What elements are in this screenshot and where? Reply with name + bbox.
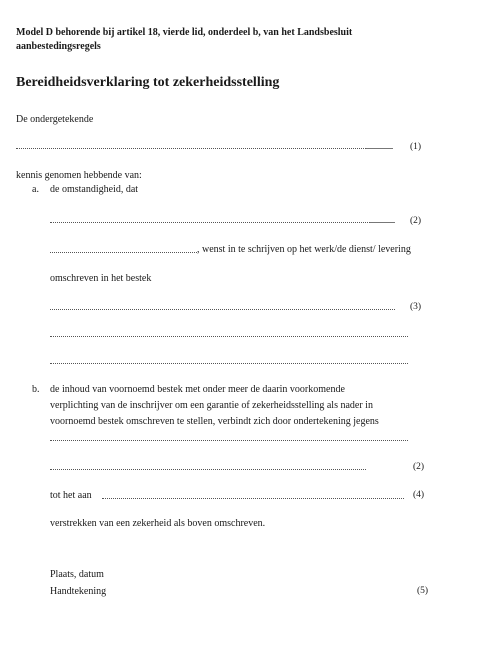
signature-label: Handtekening (50, 586, 107, 597)
fill-line-description-2[interactable] (50, 336, 408, 337)
fill-line-party[interactable] (50, 440, 408, 441)
document-title: Bereidheidsverklaring tot zekerheidsstelling (16, 75, 280, 90)
fill-line-circumstance[interactable] (50, 222, 370, 223)
fill-line-recipient[interactable] (102, 498, 404, 499)
model-reference-line1: Model D behorende bij artikel 18, vierde lid, onderdeel b, van het Landsbesluit (16, 27, 353, 38)
item-b-line1: de inhoud van voornoemd bestek met onder meer de daarin voorkomende (50, 384, 345, 395)
item-a-text: de omstandigheid, dat (50, 184, 139, 195)
fill-line-party-name[interactable] (50, 469, 366, 470)
reference-1: (1) (410, 142, 422, 152)
fill-line-description-3[interactable] (50, 363, 408, 364)
model-reference-line2: aanbestedingsregels (16, 41, 101, 52)
item-b-line2: verplichting van de inschrijver om een garantie of zekerheidsstelling als nader in (50, 400, 373, 411)
verstrekken-text: verstrekken van een zekerheid als boven omschreven. (50, 518, 266, 529)
item-b-marker: b. (32, 384, 40, 395)
reference-5: (5) (417, 586, 429, 596)
fill-line-undersigned-end (366, 148, 393, 149)
fill-line-circumstance-end (370, 222, 395, 223)
item-a-marker: a. (32, 184, 39, 195)
fill-line-undersigned[interactable] (16, 148, 366, 149)
fill-line-bidder[interactable] (50, 252, 197, 253)
intro-text: De ondergetekende (16, 114, 94, 125)
wenst-text: , wenst in te schrijven op het werk/de dienst/ levering (197, 244, 411, 255)
item-b-line3: voornoemd bestek omschreven te stellen, verbindt zich door ondertekening jegens (50, 416, 379, 427)
reference-2a: (2) (410, 216, 422, 226)
place-date-label: Plaats, datum (50, 569, 104, 580)
tot-het-aan-text: tot het aan (50, 490, 92, 501)
fill-line-description-1[interactable] (50, 309, 395, 310)
omschreven-text: omschreven in het bestek (50, 273, 152, 284)
kennis-text: kennis genomen hebbende van: (16, 170, 142, 181)
reference-2b: (2) (413, 462, 425, 472)
reference-4: (4) (413, 490, 425, 500)
reference-3: (3) (410, 302, 422, 312)
